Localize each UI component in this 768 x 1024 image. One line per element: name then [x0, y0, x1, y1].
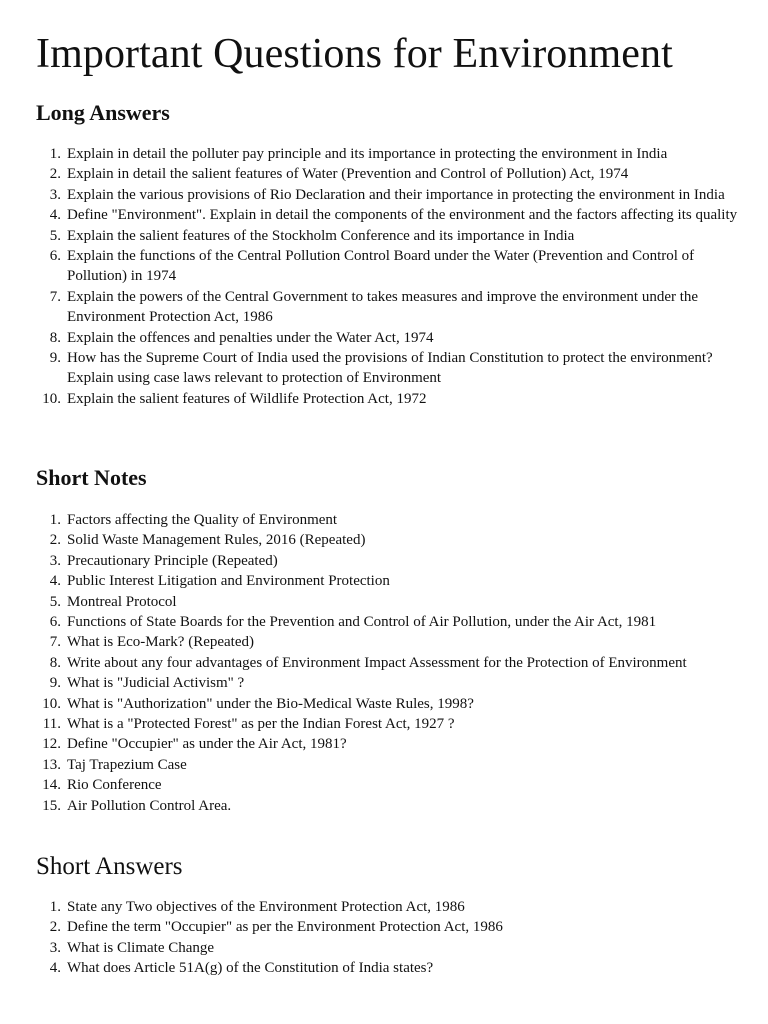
list-item-number: 6.	[49, 248, 61, 265]
list-item-number: 3.	[49, 186, 61, 203]
section-heading-short-notes: Short Notes	[36, 465, 147, 490]
list-item	[36, 510, 740, 530]
list-item-number: 5.	[49, 593, 61, 610]
list-item	[36, 551, 740, 571]
list-item	[36, 592, 740, 612]
list-item	[36, 612, 740, 632]
list-item-number: 3.	[49, 552, 61, 569]
list-item	[36, 694, 740, 714]
list-item	[36, 673, 740, 693]
list-item-text: Explain the offences and penalties under the Water Act, 1974	[67, 329, 434, 346]
list-item-text: Explain the various provisions of Rio Declaration and their importance in protecting the environment in India	[67, 186, 725, 203]
list-item-number: 13.	[42, 756, 61, 773]
list-item-text: Montreal Protocol	[67, 593, 177, 610]
list-item-number: 5.	[49, 227, 61, 244]
list-item-number: 15.	[42, 797, 61, 814]
list-item	[36, 287, 740, 328]
list-item-number: 4.	[49, 573, 61, 590]
list-item-number: 3.	[49, 939, 61, 956]
list-item-number: 7.	[49, 634, 61, 651]
list-item	[36, 164, 740, 184]
list-item-text: Explain the powers of the Central Government to takes measures and improve the environment under the Environment Protection Act, 1986	[67, 288, 699, 326]
list-item-number: 11.	[42, 716, 61, 733]
list-item-text: Taj Trapezium Case	[67, 756, 187, 773]
list-item	[36, 144, 740, 164]
page-title: Important Questions for Environment	[36, 31, 673, 77]
list-item-text: Public Interest Litigation and Environment Protection	[67, 573, 390, 590]
list-item-text: Precautionary Principle (Repeated)	[67, 552, 278, 569]
list-item	[36, 226, 740, 246]
list-item-number: 9.	[49, 675, 61, 692]
list-item-text: Explain the salient features of Wildlife Protection Act, 1972	[67, 390, 427, 407]
list-item-text: Define the term "Occupier" as per the Environment Protection Act, 1986	[67, 919, 503, 936]
list-item-number: 8.	[49, 654, 61, 671]
list-item-text: What does Article 51A(g) of the Constitution of India states?	[67, 960, 434, 977]
list-item	[36, 205, 740, 225]
list-item-number: 10.	[42, 695, 61, 712]
list-item-number: 2.	[49, 166, 61, 183]
list-item	[36, 775, 740, 795]
list-item	[36, 755, 740, 775]
list-item	[36, 734, 740, 754]
list-item	[36, 897, 740, 917]
list-item-text: Factors affecting the Quality of Environment	[67, 512, 338, 528]
list-item-text: Define "Environment". Explain in detail the components of the environment and the factors affecting its quality	[67, 207, 738, 224]
list-item-number: 4.	[49, 207, 61, 224]
list-item-text: Write about any four advantages of Environment Impact Assessment for the Protection of Environment	[67, 654, 687, 671]
list-item-text: How has the Supreme Court of India used the provisions of Indian Constitution to protect the environment? Explain using case laws relevant to protection of Environment	[67, 350, 713, 387]
list-item-number: 14.	[42, 777, 61, 794]
list-item	[36, 632, 740, 652]
list-item-text: Air Pollution Control Area.	[67, 797, 232, 814]
list-item	[36, 348, 740, 389]
list-item-text: What is Eco-Mark? (Repeated)	[67, 634, 254, 651]
section-heading-short-answers: Short Answers	[36, 853, 183, 880]
list-item-text: Solid Waste Management Rules, 2016 (Repeated)	[67, 532, 366, 549]
list-item-number: 8.	[49, 329, 61, 346]
list-item	[36, 714, 740, 734]
list-item-text: Explain the functions of the Central Pollution Control Board under the Water (Prevention and Control of Pollution) in 1974	[67, 248, 695, 285]
list-item-number: 1.	[49, 899, 61, 915]
list-item	[36, 653, 740, 673]
list-item-text: Explain in detail the salient features of Water (Prevention and Control of Pollution) Act, 1974	[67, 166, 629, 183]
list-item-text: Rio Conference	[67, 777, 162, 794]
list-item	[36, 571, 740, 591]
list-item-text: Explain the salient features of the Stockholm Conference and its importance in India	[67, 227, 575, 244]
list-item	[36, 917, 740, 937]
list-item	[36, 938, 740, 958]
list-item	[36, 389, 740, 409]
list-item-text: Explain in detail the polluter pay principle and its importance in protecting the environment in India	[67, 146, 668, 162]
list-item-text: Functions of State Boards for the Prevention and Control of Air Pollution, under the Air Act, 1981	[67, 614, 657, 631]
list-item-number: 1.	[49, 512, 61, 528]
list-item-number: 12.	[42, 736, 61, 753]
list-item-number: 1.	[49, 146, 61, 162]
list-item	[36, 246, 740, 287]
list-item-number: 6.	[49, 614, 61, 631]
list-item	[36, 958, 740, 978]
list-item	[36, 185, 740, 205]
list-item-text: What is a "Protected Forest" as per the Indian Forest Act, 1927 ?	[67, 716, 455, 733]
section-heading-long-answers: Long Answers	[36, 100, 170, 125]
list-item	[36, 328, 740, 348]
list-item-text: What is Climate Change	[67, 939, 215, 956]
short-answers-list	[36, 897, 740, 979]
list-item-text: State any Two objectives of the Environment Protection Act, 1986	[67, 899, 465, 915]
list-item-number: 2.	[49, 532, 61, 549]
list-item-number: 2.	[49, 919, 61, 936]
list-item-number: 4.	[49, 960, 61, 977]
list-item-text: What is "Authorization" under the Bio-Medical Waste Rules, 1998?	[67, 695, 474, 712]
list-item-text: What is "Judicial Activism" ?	[67, 675, 245, 692]
list-item-text: Define "Occupier" as under the Air Act, 1981?	[67, 736, 347, 753]
list-item-number: 10.	[42, 390, 61, 407]
list-item	[36, 796, 740, 816]
long-answers-list	[36, 144, 740, 409]
list-item	[36, 530, 740, 550]
short-notes-list	[36, 510, 740, 816]
list-item-number: 9.	[49, 350, 61, 367]
list-item-number: 7.	[49, 288, 61, 305]
